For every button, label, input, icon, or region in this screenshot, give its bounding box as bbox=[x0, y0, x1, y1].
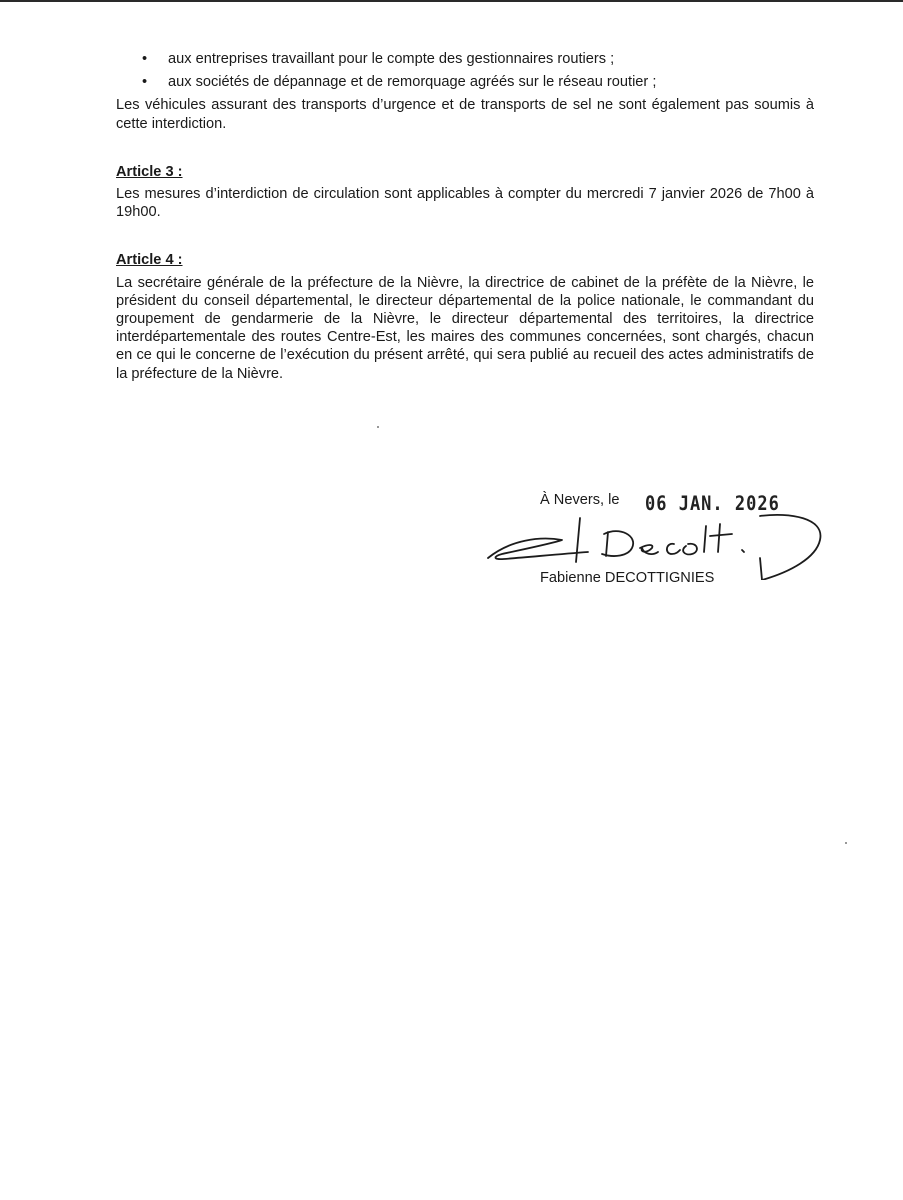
signature-block bbox=[470, 486, 850, 596]
article-4-heading: Article 4 : bbox=[116, 252, 183, 269]
list-item-text: aux sociétés de dépannage et de remorquage agréés sur le réseau routier ; bbox=[168, 74, 657, 91]
bullet-icon: • bbox=[142, 74, 148, 91]
article-3-heading: Article 3 : bbox=[116, 163, 183, 180]
exemption-list bbox=[116, 50, 814, 91]
list-item bbox=[116, 50, 814, 68]
scan-speck bbox=[845, 842, 847, 844]
bullet-icon: • bbox=[142, 51, 148, 67]
article-3-text: Les mesures d’interdiction de circulation sont applicables à compter du mercredi 7 janvier 2026 de 7h00 à 19h00. bbox=[116, 186, 814, 221]
list-item-text: aux entreprises travaillant pour le compte des gestionnaires routiers ; bbox=[168, 51, 615, 67]
list-item bbox=[116, 73, 814, 91]
scan-speck bbox=[377, 426, 379, 428]
signer-name: Fabienne DECOTTIGNIES bbox=[540, 570, 715, 586]
document-body bbox=[116, 50, 814, 383]
date-stamp: 06 JAN. 2026 bbox=[645, 492, 780, 516]
place-label: À Nevers, le bbox=[540, 492, 620, 508]
article-4-text: La secrétaire générale de la préfecture de la Nièvre, la directrice de cabinet de la préfète de la Nièvre, le président du conseil départemental, le directeur départemental de la police nationale, le commandant du groupement de gendarmerie de la Nièvre, le directeur départemental des territoires, la directrice interdépartementale des routes Centre-Est, les maires des communes concernées, sont chargés, chacun en ce qui le concerne de l’exécution du présent arrêté, qui sera publié au recueil des actes administratifs de la préfecture de la Nièvre. bbox=[116, 274, 814, 382]
vehicles-paragraph: Les véhicules assurant des transports d’urgence et de transports de sel ne sont également pas soumis à cette interdiction. bbox=[116, 97, 814, 132]
top-border-line bbox=[0, 0, 903, 2]
